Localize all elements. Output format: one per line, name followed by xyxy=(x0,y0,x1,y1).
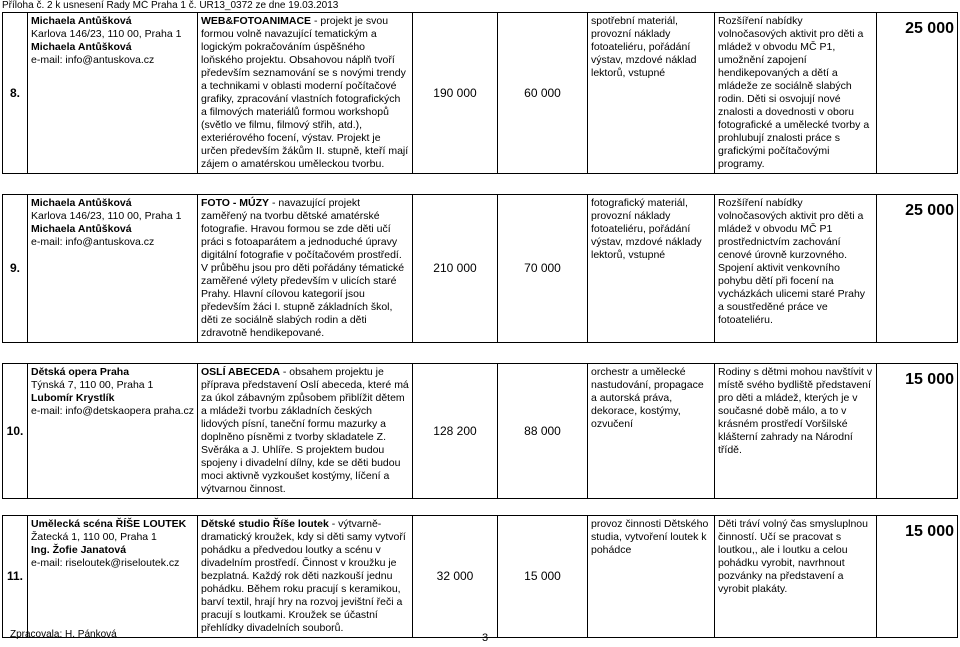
project-cell xyxy=(198,364,413,499)
granted-amount: 15 000 xyxy=(877,516,958,638)
project-cell xyxy=(198,516,413,638)
page-number: 3 xyxy=(482,632,489,644)
row-number: 11. xyxy=(3,516,28,638)
total-cost: 210 000 xyxy=(413,195,498,343)
applicant-name: Michaela Antůšková xyxy=(31,15,132,27)
project-cell xyxy=(198,195,413,343)
applicant-cell xyxy=(28,195,198,343)
row-number: 8. xyxy=(3,13,28,174)
granted-amount: 25 000 xyxy=(877,13,958,174)
requested-amount: 15 000 xyxy=(498,516,588,638)
row-number: 9. xyxy=(3,195,28,343)
table-row xyxy=(3,13,958,174)
applicant-cell xyxy=(28,516,198,638)
applicant-cell xyxy=(28,364,198,499)
table-row xyxy=(3,516,958,638)
usage-cell: provoz činnosti Dětského studia, vytvoření loutek k pohádce xyxy=(588,516,715,638)
justification-cell: Děti tráví volný čas smysluplnou činností. Učí se pracovat s loutkou,, ale i loutku a celou pohádku vyrobit, navrhnout pozvánky na představení a vyrobit plakáty. xyxy=(715,516,877,638)
total-cost: 32 000 xyxy=(413,516,498,638)
granted-amount: 25 000 xyxy=(877,195,958,343)
applicant-address: Žatecká 1, 110 00, Praha 1 xyxy=(31,531,157,543)
applicant-contact: Michaela Antůšková xyxy=(31,223,132,235)
applicant-cell xyxy=(28,13,198,174)
applicant-address: Karlova 146/23, 110 00, Praha 1 xyxy=(31,28,182,40)
row-number: 10. xyxy=(3,364,28,499)
table-row xyxy=(3,364,958,499)
requested-amount: 88 000 xyxy=(498,364,588,499)
applicant-name: Dětská opera Praha xyxy=(31,366,130,378)
applicant-contact: Lubomír Krystlík xyxy=(31,392,115,404)
document-header: Příloha č. 2 k usnesení Rady MČ Praha 1 č. UR13_0372 ze dne 19.03.2013 xyxy=(2,0,339,11)
applicant-contact: Ing. Žofie Janatová xyxy=(31,544,127,556)
applicant-name: Michaela Antůšková xyxy=(31,197,132,209)
prepared-by: Zpracovala: H. Pánková xyxy=(10,629,117,640)
justification-cell: Rozšíření nabídky volnočasových aktivit pro děti a mládež v obvodu MČ P1, umožnění zapojení hendikepovaných a dětí a mládeže ze sociálně slabých rodin. Děti si osvojují nové znalosti a dovednosti v oboru fotografické a umělecké tvorby a prohlubují znalosti práce s grafickými počítačovými programy. xyxy=(715,13,877,174)
table-row xyxy=(3,195,958,343)
project-description: - obsahem projektu je příprava představení Oslí abeceda, které má za úkol zábavným způsobem přiblížit dětem a mládeži tvorbu základních českých lidových písní, taneční formu mazurky a doplněno písněmi z tvorby skladatele Z. Svěráka a J. Uhlíře. S projektem budou spojeny i divadelní dílny, kde se děti budou moci aktivně vyzkoušet kostýmy, líčení a výtvarnou činnost. xyxy=(201,366,409,495)
applicant-name: Umělecká scéna ŘÍŠE LOUTEK xyxy=(31,518,187,530)
project-cell xyxy=(198,13,413,174)
project-description: - projekt je svou formou volně navazující tematickým a logickým pokračováním úspěšného loňského projektu. Obsahovou náplň tvoří především seznamování se s novými trendy a technikami v oblasti moderní počítačové grafiky, zpracování vlastních fotografických a filmových materiálů formou workshopů (světlo ve filmu, filmový střih, atd.), exteriérového focení, výstav. Projekt je určen především žákům II. stupně, kteří mají zájem o amatérskou uměleckou tvorbu. xyxy=(201,15,409,170)
applicant-address: Karlova 146/23, 110 00, Praha 1 xyxy=(31,210,182,222)
applicant-email: e-mail: riseloutek@riseloutek.cz xyxy=(31,557,180,569)
applicant-email: e-mail: info@antuskova.cz xyxy=(31,236,155,248)
grant-table xyxy=(2,12,958,638)
applicant-contact: Michaela Antůšková xyxy=(31,41,132,53)
requested-amount: 70 000 xyxy=(498,195,588,343)
project-title: FOTO - MÚZY xyxy=(201,197,270,209)
granted-amount: 15 000 xyxy=(877,364,958,499)
usage-cell: fotografický materiál, provozní náklady fotoateliéru, pořádání výstav, mzdové náklady lektorů, vstupné xyxy=(588,195,715,343)
usage-cell: spotřební materiál, provozní náklady fotoateliéru, pořádání výstav, mzdové náklad lektorů, vstupné xyxy=(588,13,715,174)
total-cost: 128 200 xyxy=(413,364,498,499)
project-description: - navazující projekt zaměřený na tvorbu dětské amatérské fotografie. Hravou formou se zde děti učí práci s fotoaparátem a jednoduché úpravy digitální fotografie v počítačovém prostředí. V průběhu jsou pro děti pořádány tématické zaměřené výlety především v ulicích staré Prahy. Hlavní cílovou kategorií jsou především žáci I. stupně základních škol, děti ze sociálně slabých rodin a děti zdravotně hendikepované. xyxy=(201,197,405,339)
applicant-address: Týnská 7, 110 00, Praha 1 xyxy=(31,379,154,391)
justification-cell: Rozšíření nabídky volnočasových aktivit pro děti a mládež v obvodu MČ P1 prostřednictvím zachování cenové úrovně kurzovného. Spojení aktivit venkovního pohybu dětí při focení na vycházkách ulicemi staré Prahy a soustředěné práce ve fotoateliéru. xyxy=(715,195,877,343)
project-title: OSLÍ ABECEDA xyxy=(201,366,280,378)
total-cost: 190 000 xyxy=(413,13,498,174)
applicant-email: e-mail: info@detskaopera praha.cz xyxy=(31,405,194,417)
requested-amount: 60 000 xyxy=(498,13,588,174)
applicant-email: e-mail: info@antuskova.cz xyxy=(31,54,155,66)
usage-cell: orchestr a umělecké nastudování, propagace a autorská práva, dekorace, kostýmy, ozvučení xyxy=(588,364,715,499)
project-description: - výtvarně-dramatický kroužek, kdy si děti samy vytvoří pohádku a předvedou loutky a scénu v divadelním prostředí. Činnost v kroužku je bezplatná. Každý rok děti nazkouší jednu pohádku. Během roku pracují s keramikou, barví textil, hrají hry na rozvoj jevištní řeči a pracují s loutkami. Kroužek se účastní přehlídky divadelních souborů. xyxy=(201,518,406,634)
justification-cell: Rodiny s dětmi mohou navštívit v místě svého bydliště představení pro děti a mládež, kterých je v současné době málo, a to v krásném prostředí Voršilské klášterní zahrady na Národní třídě. xyxy=(715,364,877,499)
project-title: WEB&FOTOANIMACE xyxy=(201,15,312,27)
project-title: Dětské studio Říše loutek xyxy=(201,518,329,530)
